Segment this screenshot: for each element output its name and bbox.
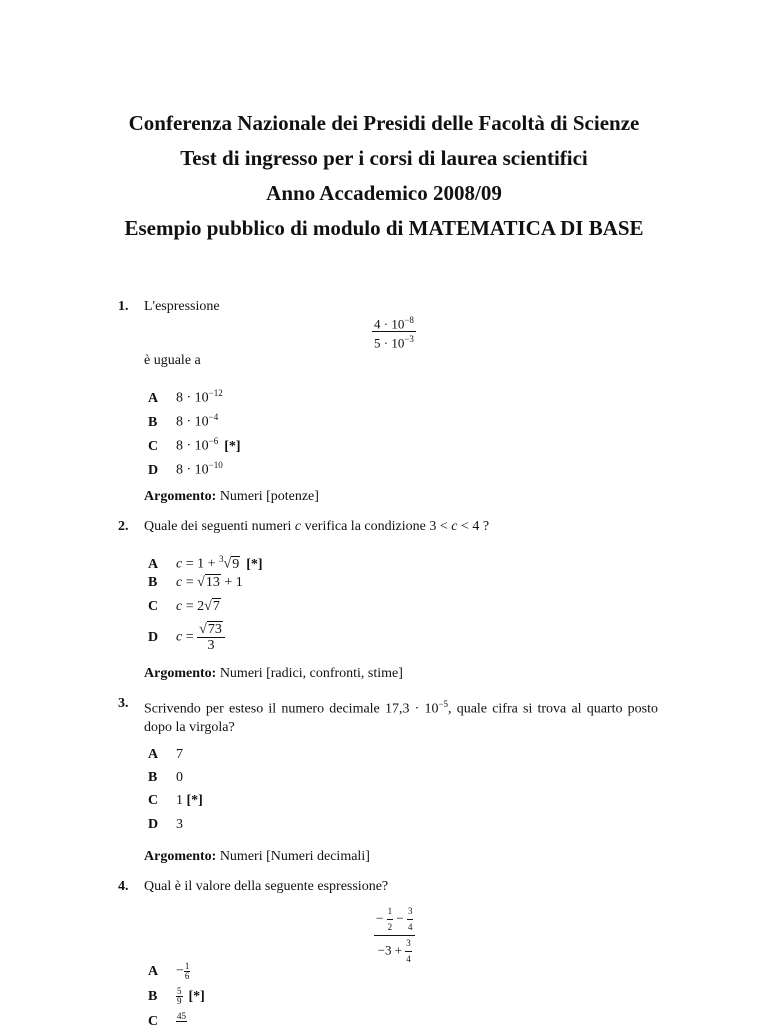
q1-option-d[interactable]: D $8 \cdot 10^{-10}$ xyxy=(148,460,223,478)
q4-option-b[interactable]: B $\frac{5}{9}$ [*] xyxy=(148,986,205,1006)
question-4 xyxy=(118,878,658,896)
question-number: 4. xyxy=(118,879,129,894)
question-1-continuation xyxy=(118,352,658,370)
question-text: Qual è il valore della seguente espressione? xyxy=(144,879,389,894)
q2-topic xyxy=(144,666,403,682)
option-letter: B xyxy=(148,770,158,785)
option-letter: B xyxy=(148,575,158,590)
option-letter: A xyxy=(148,963,159,979)
correct-marker: [*] xyxy=(188,988,205,1004)
correct-marker: [*] xyxy=(224,438,241,454)
q1-option-c[interactable]: C $8 \cdot 10^{-6}$ [*] xyxy=(148,436,241,454)
topic-text: Numeri [potenze] xyxy=(219,489,319,504)
topic-label: Argomento: xyxy=(144,489,217,504)
option-letter: C xyxy=(148,599,159,614)
q1-topic xyxy=(144,489,319,505)
q3-topic xyxy=(144,849,370,865)
correct-marker: [*] xyxy=(186,793,203,808)
header-line-3: Anno Accademico 2008/09 xyxy=(266,181,502,205)
topic-label: Argomento: xyxy=(144,666,217,681)
q1-fraction: $\frac{4 \cdot 10^{-8}}{5 \cdot 10^{-3}}$ xyxy=(374,315,414,351)
topic-text: Numeri [radici, confronti, stime] xyxy=(219,666,403,681)
q3-option-b[interactable]: B 0 xyxy=(148,770,183,785)
question-3 xyxy=(118,695,658,737)
q4-option-a[interactable]: A − $\frac{1}{6}$ xyxy=(148,961,190,981)
question-text: L'espressione xyxy=(144,299,220,314)
option-letter: D xyxy=(148,817,159,832)
q3-option-c[interactable]: C 1 [*] xyxy=(148,793,203,808)
option-letter: A xyxy=(148,390,159,406)
q2-option-c[interactable]: C c = 2√7 xyxy=(148,599,220,614)
q3-option-d[interactable]: D 3 xyxy=(148,817,183,832)
header-line-4: Esempio pubblico di modulo di MATEMATICA DI BASE xyxy=(124,216,644,240)
option-letter: D xyxy=(148,629,159,645)
header-line-1: Conferenza Nazionale dei Presidi delle Facoltà di Scienze xyxy=(128,111,640,135)
header-line-2: Test di ingresso per i corsi di laurea scientifici xyxy=(180,146,588,170)
q4-fraction: − $\frac{1}{2}$ − $\frac{3}{4}$ −3 + $\frac{3}{4}$ xyxy=(374,904,415,967)
q2-option-d[interactable]: D c = $\frac{√73}{3}$ xyxy=(148,622,225,653)
option-letter: A xyxy=(148,556,159,572)
question-number: 3. xyxy=(118,696,129,711)
option-letter: C xyxy=(148,1013,159,1029)
question-number: 2. xyxy=(118,519,129,534)
q1-option-b[interactable]: B $8 \cdot 10^{-4}$ xyxy=(148,412,219,430)
option-letter: D xyxy=(148,462,159,478)
q4-option-c[interactable]: C 45 xyxy=(148,1011,186,1029)
q3-option-a[interactable]: A 7 xyxy=(148,747,183,762)
option-letter: C xyxy=(148,793,159,808)
topic-label: Argomento: xyxy=(144,849,217,864)
q1-option-a[interactable]: A $8 \cdot 10^{-12}$ xyxy=(148,388,223,406)
document-header xyxy=(0,106,768,246)
question-text: Quale dei seguenti numeri c verifica la condizione 3 < c < 4 ? xyxy=(144,519,490,534)
question-number: 1. xyxy=(118,299,129,314)
question-2 xyxy=(118,518,658,536)
q2-option-b[interactable]: B c = √13 + 1 xyxy=(148,575,243,590)
question-text: Scrivendo per esteso il numero decimale $17,3 \cdot 10^{-5}$, quale cifra si trova al quarto posto dopo la virgola? xyxy=(144,699,658,735)
option-letter: C xyxy=(148,438,159,454)
question-text-2: è uguale a xyxy=(144,353,201,368)
q2-option-a[interactable]: A c = 1 + $^3$√9 [*] xyxy=(148,554,263,572)
topic-text: Numeri [Numeri decimali] xyxy=(219,849,370,864)
option-letter: B xyxy=(148,414,158,430)
option-letter: A xyxy=(148,747,159,762)
correct-marker: [*] xyxy=(246,556,263,572)
option-letter: B xyxy=(148,988,158,1004)
